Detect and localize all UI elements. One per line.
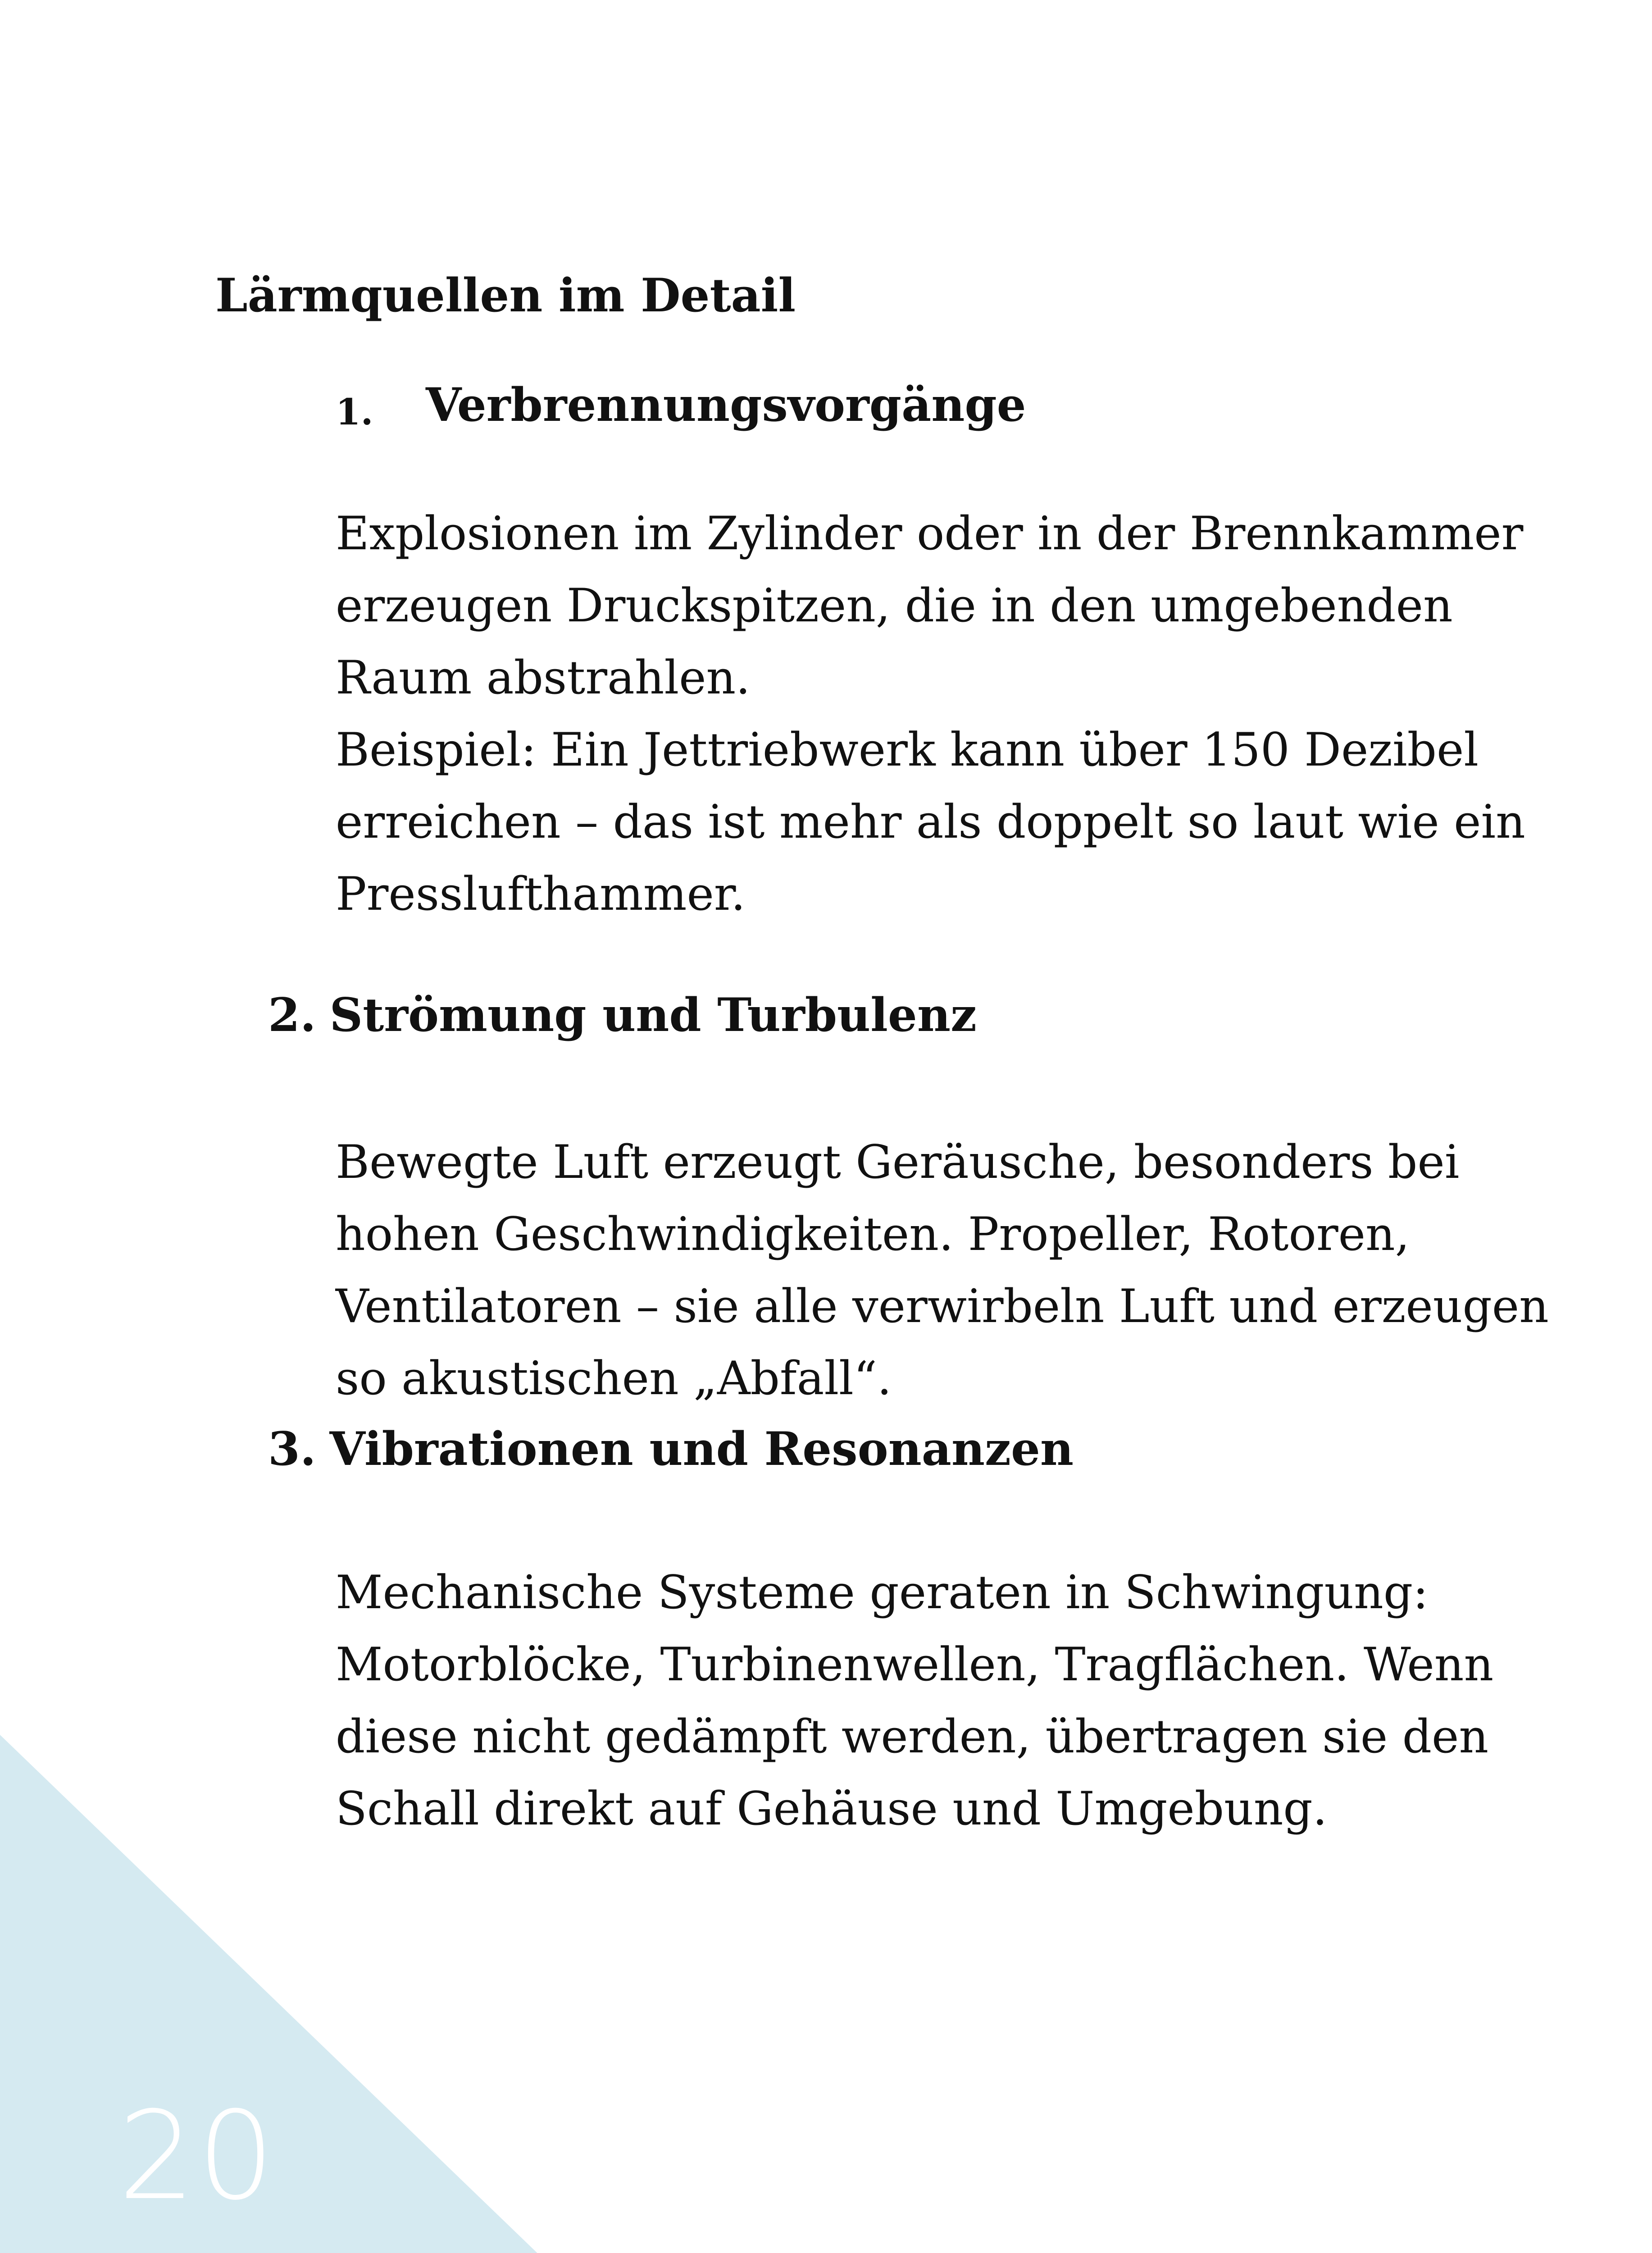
- item-title-2: Strömung und Turbulenz: [329, 988, 977, 1042]
- section-title: Lärmquellen im Detail: [215, 269, 796, 323]
- body-line: Presslufthammer.: [336, 867, 746, 921]
- item-heading-1: [336, 378, 1026, 433]
- body-line: Explosionen im Zylinder oder in der Brennkammer: [336, 507, 1524, 561]
- body-line: Mechanische Systeme geraten in Schwingung:: [336, 1566, 1429, 1619]
- body-line: so akustischen „Abfall“.: [336, 1352, 892, 1405]
- item-heading-3: [268, 1422, 1074, 1477]
- body-line: Ventilatoren – sie alle verwirbeln Luft und erzeugen: [336, 1280, 1549, 1333]
- item-body-1: [336, 498, 1525, 930]
- item-body-2: [336, 1126, 1549, 1415]
- body-line: Bewegte Luft erzeugt Geräusche, besonders bei: [336, 1136, 1460, 1189]
- body-line: hohen Geschwindigkeiten. Propeller, Rotoren,: [336, 1208, 1410, 1261]
- item-number-2: 2.: [268, 988, 316, 1042]
- item-title-3: Vibrationen und Resonanzen: [329, 1422, 1074, 1476]
- body-line: Schall direkt auf Gehäuse und Umgebung.: [336, 1782, 1328, 1836]
- page-number: 20: [118, 2085, 277, 2227]
- body-line: erreichen – das ist mehr als doppelt so laut wie ein: [336, 795, 1525, 849]
- item-number-1: 1.: [336, 391, 373, 433]
- body-line: diese nicht gedämpft werden, übertragen sie den: [336, 1710, 1489, 1764]
- body-line: erzeugen Druckspitzen, die in den umgebenden: [336, 579, 1453, 633]
- body-line: Beispiel: Ein Jettriebwerk kann über 150 Dezibel: [336, 723, 1479, 777]
- item-number-3: 3.: [268, 1422, 316, 1476]
- item-title-1: Verbrennungsvorgänge: [426, 378, 1026, 432]
- body-line: Motorblöcke, Turbinenwellen, Tragflächen. Wenn: [336, 1638, 1494, 1692]
- item-body-3: [336, 1557, 1493, 1845]
- item-heading-2: [268, 988, 977, 1043]
- body-line: Raum abstrahlen.: [336, 651, 751, 705]
